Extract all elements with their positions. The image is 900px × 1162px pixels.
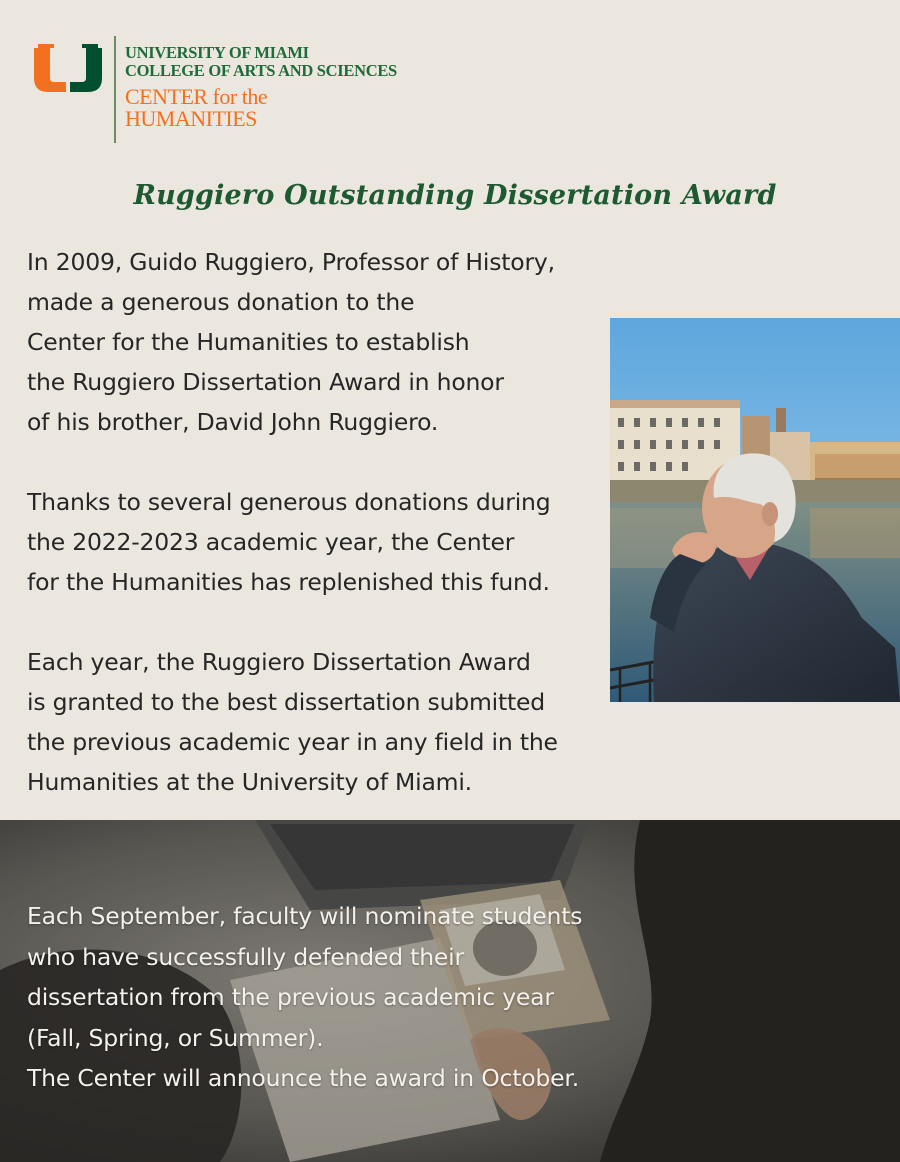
text-line: for the Humanities has replenished this fund. <box>27 568 550 596</box>
text-line: of his brother, David John Ruggiero. <box>27 408 439 436</box>
paragraph-donations <box>27 482 627 602</box>
text-line: the 2022-2023 academic year, the Center <box>27 528 515 556</box>
text-line: Thanks to several generous donations during <box>27 488 551 516</box>
nomination-section <box>0 820 900 1162</box>
text-line: The Center will announce the award in October. <box>27 1064 579 1092</box>
text-line: made a generous donation to the <box>27 288 415 316</box>
professor-portrait-photo <box>610 318 900 702</box>
nomination-text <box>27 896 887 1099</box>
paragraph-eligibility <box>27 642 627 802</box>
text-line: dissertation from the previous academic year <box>27 983 554 1011</box>
text-line: is granted to the best dissertation submitted <box>27 688 546 716</box>
center-name-line-1: CENTER for the <box>125 84 268 109</box>
text-line: Center for the Humanities to establish <box>27 328 470 356</box>
university-name: UNIVERSITY OF MIAMI <box>125 43 309 62</box>
text-line: the previous academic year in any field in the <box>27 728 558 756</box>
university-u-logo-icon <box>28 44 108 94</box>
page-title: Ruggiero Outstanding Dissertation Award <box>133 180 777 211</box>
center-name-line-2: HUMANITIES <box>125 106 257 131</box>
text-line: In 2009, Guido Ruggiero, Professor of History, <box>27 248 555 276</box>
organization-name <box>125 44 397 130</box>
text-line: Humanities at the University of Miami. <box>27 768 472 796</box>
award-description <box>27 242 627 842</box>
paragraph-history <box>27 242 627 442</box>
text-line: Each year, the Ruggiero Dissertation Award <box>27 648 531 676</box>
text-line: Each September, faculty will nominate students <box>27 902 583 930</box>
text-line: the Ruggiero Dissertation Award in honor <box>27 368 504 396</box>
text-line: (Fall, Spring, or Summer). <box>27 1023 324 1052</box>
logo-divider <box>114 36 116 143</box>
college-name: COLLEGE OF ARTS AND SCIENCES <box>125 61 397 80</box>
text-line: who have successfully defended their <box>27 942 464 971</box>
